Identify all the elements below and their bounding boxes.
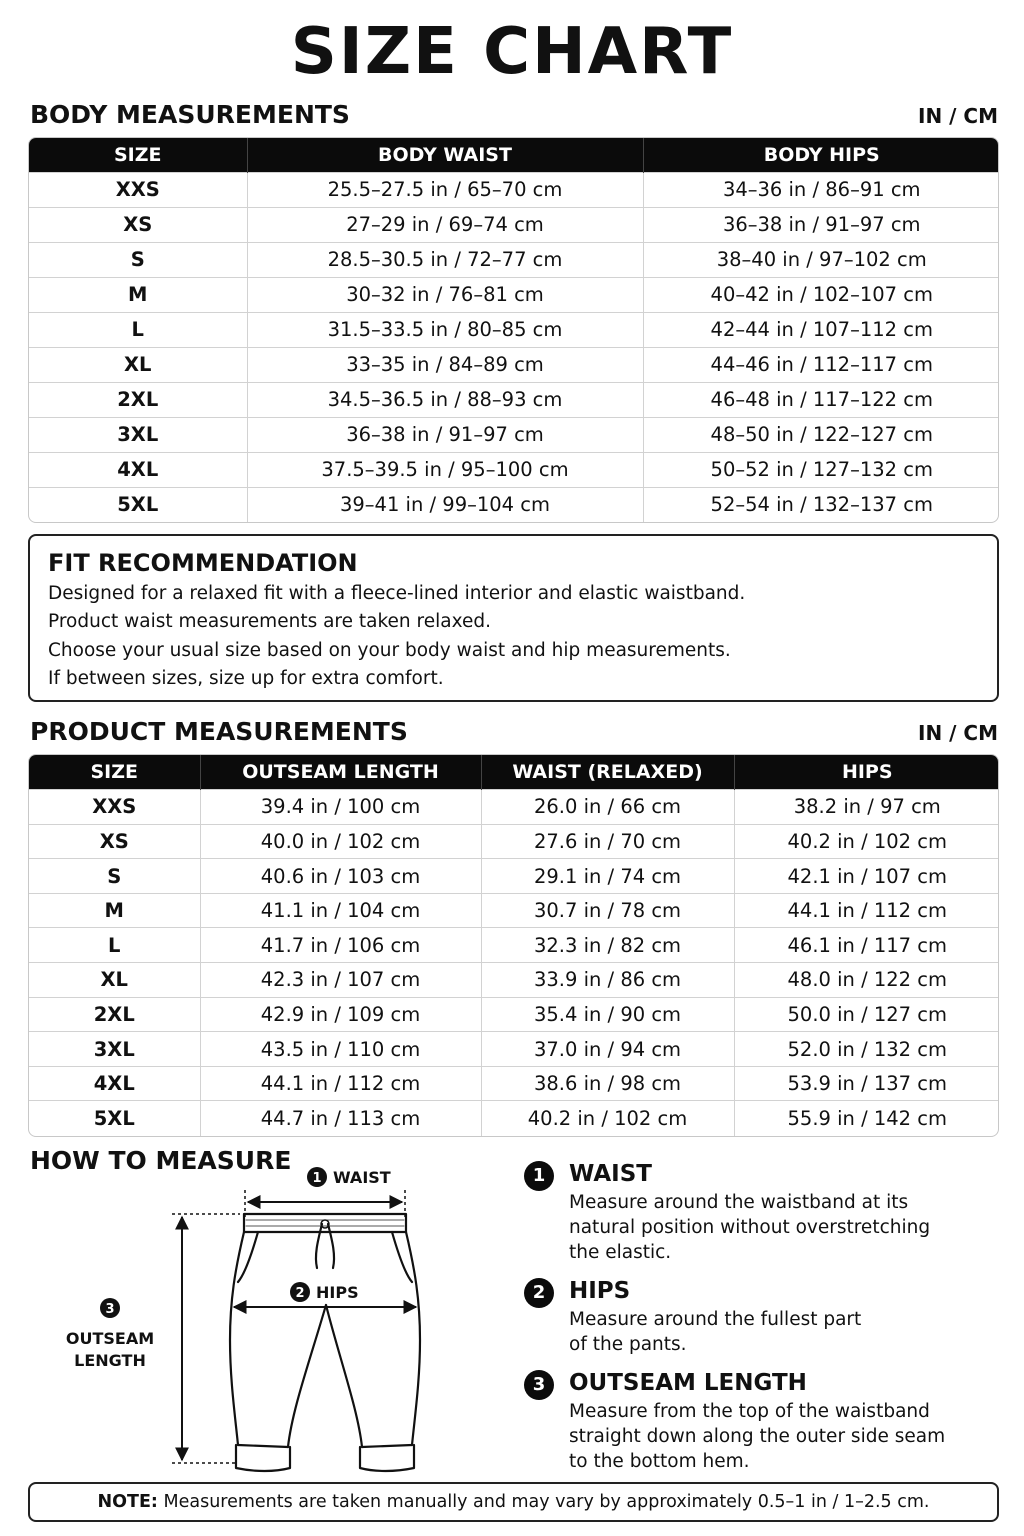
step-title: HIPS <box>569 1278 631 1304</box>
step-text: the elastic. <box>569 1242 672 1263</box>
note-label: NOTE: <box>97 1492 158 1512</box>
measurement-cell: 36–38 in / 91–97 cm <box>247 417 643 452</box>
measurement-cell: 46.1 in / 117 cm <box>734 928 999 963</box>
size-cell: 4XL <box>29 1066 200 1101</box>
measurement-cell: 44.1 in / 112 cm <box>200 1066 481 1101</box>
measure-steps <box>524 1158 1004 1484</box>
body-measurements-heading: BODY MEASUREMENTS <box>30 100 350 129</box>
step-number-badge: 1 <box>524 1161 554 1191</box>
waist-badge: 1 <box>312 1171 322 1186</box>
measurement-cell: 30.7 in / 78 cm <box>481 893 734 928</box>
table-row <box>29 1032 999 1067</box>
size-cell: M <box>29 277 247 312</box>
measurement-cell: 40.0 in / 102 cm <box>200 824 481 859</box>
size-cell: 5XL <box>29 487 247 522</box>
measurement-cell: 40–42 in / 102–107 cm <box>643 277 999 312</box>
fit-line: If between sizes, size up for extra comfort. <box>48 668 444 690</box>
hips-badge: 2 <box>295 1286 305 1301</box>
product-unit-label: IN / CM <box>918 721 998 745</box>
size-cell: 2XL <box>29 382 247 417</box>
measurement-cell: 31.5–33.5 in / 80–85 cm <box>247 312 643 347</box>
size-cell: XXS <box>29 790 200 825</box>
product-measurements-heading: PRODUCT MEASUREMENTS <box>30 717 408 746</box>
step-text: Measure from the top of the waistband <box>569 1401 930 1422</box>
table-row <box>29 242 999 277</box>
size-cell: M <box>29 893 200 928</box>
size-cell: 2XL <box>29 997 200 1032</box>
measurement-cell: 41.1 in / 104 cm <box>200 893 481 928</box>
measurement-cell: 38.6 in / 98 cm <box>481 1066 734 1101</box>
size-cell: S <box>29 242 247 277</box>
step-title: WAIST <box>569 1161 652 1187</box>
waist-label: WAIST <box>333 1168 391 1187</box>
measurement-cell: 42–44 in / 107–112 cm <box>643 312 999 347</box>
step-text: Measure around the waistband at its <box>569 1192 909 1213</box>
measurement-cell: 42.9 in / 109 cm <box>200 997 481 1032</box>
measurement-cell: 38–40 in / 97–102 cm <box>643 242 999 277</box>
size-cell: XS <box>29 824 200 859</box>
measurement-cell: 52.0 in / 132 cm <box>734 1032 999 1067</box>
measurement-cell: 35.4 in / 90 cm <box>481 997 734 1032</box>
page-title: SIZE CHART <box>290 15 734 89</box>
table-row <box>29 1066 999 1101</box>
step-waist <box>524 1158 1004 1265</box>
outseam-label-line2: LENGTH <box>74 1351 146 1370</box>
how-to-measure-heading: HOW TO MEASURE <box>30 1146 292 1175</box>
table-row <box>29 997 999 1032</box>
body-unit-label: IN / CM <box>918 104 998 128</box>
product-measurements-table <box>28 754 999 1137</box>
table-row <box>29 859 999 894</box>
product-column-header: HIPS <box>734 755 999 790</box>
table-row <box>29 1101 999 1136</box>
outseam-label-line1: OUTSEAM <box>65 1329 155 1348</box>
step-hips <box>524 1275 1004 1357</box>
body-column-header: SIZE <box>29 138 247 172</box>
step-title: OUTSEAM LENGTH <box>569 1370 807 1396</box>
measurement-cell: 48.0 in / 122 cm <box>734 963 999 998</box>
note-box <box>28 1482 999 1522</box>
measurement-cell: 33–35 in / 84–89 cm <box>247 347 643 382</box>
fit-line: Choose your usual size based on your body waist and hip measurements. <box>48 639 731 661</box>
measurement-cell: 50–52 in / 127–132 cm <box>643 452 999 487</box>
size-cell: 4XL <box>29 452 247 487</box>
measurement-cell: 34.5–36.5 in / 88–93 cm <box>247 382 643 417</box>
step-text: straight down along the outer side seam <box>569 1426 946 1447</box>
measurement-cell: 40.6 in / 103 cm <box>200 859 481 894</box>
measurement-cell: 50.0 in / 127 cm <box>734 997 999 1032</box>
note-text: Measurements are taken manually and may vary by approximately 0.5–1 in / 1–2.5 cm. <box>157 1492 930 1512</box>
measurement-cell: 44–46 in / 112–117 cm <box>643 347 999 382</box>
measurement-cell: 42.1 in / 107 cm <box>734 859 999 894</box>
size-cell: XL <box>29 963 200 998</box>
measurement-cell: 30–32 in / 76–81 cm <box>247 277 643 312</box>
measurement-cell: 29.1 in / 74 cm <box>481 859 734 894</box>
fit-line: Designed for a relaxed fit with a fleece-lined interior and elastic waistband. <box>48 583 746 604</box>
step-text: of the pants. <box>569 1334 687 1355</box>
table-row <box>29 963 999 998</box>
table-row <box>29 928 999 963</box>
measurement-cell: 26.0 in / 66 cm <box>481 790 734 825</box>
measurement-cell: 44.7 in / 113 cm <box>200 1101 481 1136</box>
measurement-cell: 46–48 in / 117–122 cm <box>643 382 999 417</box>
step-outseam <box>524 1367 1004 1474</box>
table-row <box>29 347 999 382</box>
size-cell: 3XL <box>29 417 247 452</box>
measurement-cell: 32.3 in / 82 cm <box>481 928 734 963</box>
product-column-header: OUTSEAM LENGTH <box>200 755 481 790</box>
step-text: to the bottom hem. <box>569 1451 750 1472</box>
measurement-cell: 34–36 in / 86–91 cm <box>643 172 999 207</box>
table-row <box>29 172 999 207</box>
body-column-header: BODY WAIST <box>247 138 643 172</box>
body-measurements-table <box>28 137 999 523</box>
hips-label: HIPS <box>316 1283 359 1302</box>
measurement-cell: 37.5–39.5 in / 95–100 cm <box>247 452 643 487</box>
measurement-cell: 44.1 in / 112 cm <box>734 893 999 928</box>
measurement-cell: 25.5–27.5 in / 65–70 cm <box>247 172 643 207</box>
measurement-cell: 48–50 in / 122–127 cm <box>643 417 999 452</box>
measurement-cell: 39.4 in / 100 cm <box>200 790 481 825</box>
body-column-header: BODY HIPS <box>643 138 999 172</box>
measurement-cell: 42.3 in / 107 cm <box>200 963 481 998</box>
step-number-badge: 3 <box>524 1370 554 1400</box>
table-row <box>29 382 999 417</box>
size-cell: XXS <box>29 172 247 207</box>
measurement-cell: 40.2 in / 102 cm <box>734 824 999 859</box>
product-column-header: SIZE <box>29 755 200 790</box>
table-row <box>29 312 999 347</box>
size-cell: 3XL <box>29 1032 200 1067</box>
size-cell: L <box>29 312 247 347</box>
measurement-cell: 39–41 in / 99–104 cm <box>247 487 643 522</box>
step-text: natural position without overstretching <box>569 1217 931 1238</box>
measurement-cell: 36–38 in / 91–97 cm <box>643 207 999 242</box>
step-number-badge: 2 <box>524 1278 554 1308</box>
pants-diagram-icon <box>60 1160 480 1480</box>
table-row <box>29 417 999 452</box>
fit-recommendation-box <box>28 534 999 702</box>
product-column-header: WAIST (RELAXED) <box>481 755 734 790</box>
fit-heading: FIT RECOMMENDATION <box>48 549 358 577</box>
table-row <box>29 207 999 242</box>
table-row <box>29 452 999 487</box>
measurement-cell: 43.5 in / 110 cm <box>200 1032 481 1067</box>
fit-line: Product waist measurements are taken relaxed. <box>48 611 491 633</box>
measurement-cell: 55.9 in / 142 cm <box>734 1101 999 1136</box>
size-cell: 5XL <box>29 1101 200 1136</box>
measurement-cell: 52–54 in / 132–137 cm <box>643 487 999 522</box>
table-row <box>29 487 999 522</box>
measurement-cell: 41.7 in / 106 cm <box>200 928 481 963</box>
measurement-cell: 37.0 in / 94 cm <box>481 1032 734 1067</box>
size-cell: XS <box>29 207 247 242</box>
measurement-cell: 28.5–30.5 in / 72–77 cm <box>247 242 643 277</box>
measurement-cell: 53.9 in / 137 cm <box>734 1066 999 1101</box>
measurement-cell: 27–29 in / 69–74 cm <box>247 207 643 242</box>
table-row <box>29 824 999 859</box>
table-row <box>29 277 999 312</box>
table-row <box>29 893 999 928</box>
table-row <box>29 790 999 825</box>
outseam-badge: 3 <box>105 1302 115 1317</box>
step-text: Measure around the fullest part <box>569 1309 862 1330</box>
measurement-cell: 38.2 in / 97 cm <box>734 790 999 825</box>
size-cell: L <box>29 928 200 963</box>
size-cell: S <box>29 859 200 894</box>
measurement-cell: 33.9 in / 86 cm <box>481 963 734 998</box>
measurement-cell: 27.6 in / 70 cm <box>481 824 734 859</box>
size-cell: XL <box>29 347 247 382</box>
measurement-cell: 40.2 in / 102 cm <box>481 1101 734 1136</box>
